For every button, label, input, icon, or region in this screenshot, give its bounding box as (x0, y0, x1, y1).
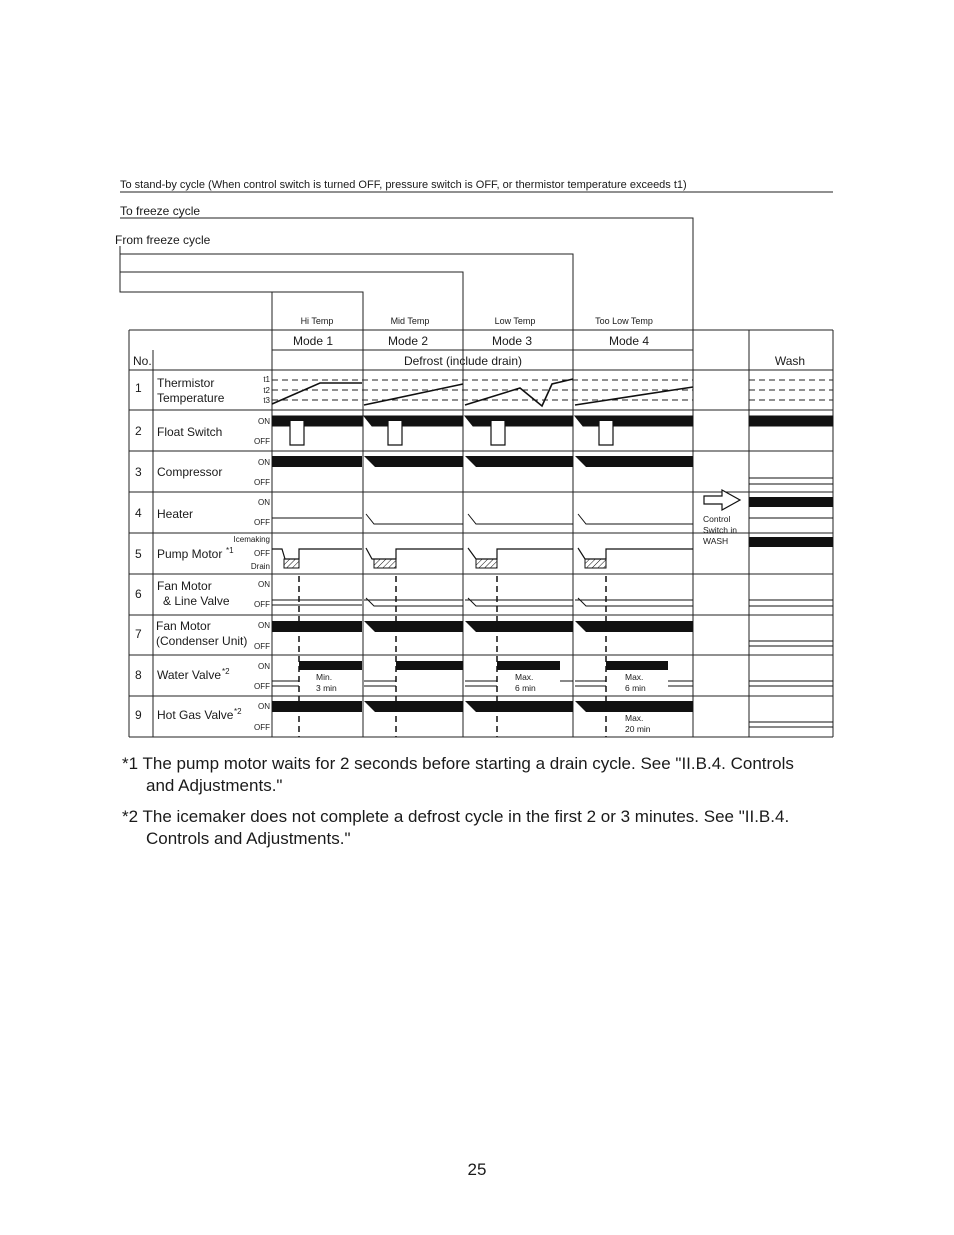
max6a-line2: 6 min (515, 683, 536, 693)
control-note-line1: Control (703, 514, 731, 524)
from-freeze-flow-label: From freeze cycle (115, 233, 211, 247)
hotgas-on-label: ON (258, 702, 270, 711)
standby-flow-label: To stand-by cycle (When control switch is turned OFF, pressure switch is OFF, or thermistor temperature exceeds t1) (120, 179, 687, 191)
pump-icemaking-label: Icemaking (233, 535, 270, 544)
t2-label: t2 (263, 386, 270, 395)
float-off-label: OFF (254, 437, 270, 446)
row-3-number: 3 (135, 465, 142, 479)
max6a-line1: Max. (515, 672, 534, 682)
float-on-label: ON (258, 417, 270, 426)
row-5-name: Pump Motor (157, 547, 223, 561)
row-8-number: 8 (135, 668, 142, 682)
footnote-2-text-line2: Controls and Adjustments." (146, 829, 351, 848)
max6b-line1: Max. (625, 672, 644, 682)
water-off-label: OFF (254, 682, 270, 691)
row-6-name: Fan Motor (157, 579, 212, 593)
row-7-number: 7 (135, 627, 142, 641)
condenser-off-label: OFF (254, 642, 270, 651)
footnote-2-text: The icemaker does not complete a defrost cycle in the first 2 or 3 minutes. See "II.B.4. (142, 807, 790, 826)
wash-header: Wash (774, 354, 806, 368)
row-2-number: 2 (135, 424, 142, 438)
row-9-footnote-mark: *2 (234, 707, 242, 716)
row-4-name: Heater (157, 507, 194, 521)
row-5-number: 5 (135, 547, 142, 561)
mode-1-header: Mode 1 (292, 334, 334, 348)
footnote-2 (122, 806, 882, 850)
footnote-1-text-line2: and Adjustments." (146, 776, 283, 795)
row-1-name-line2: Temperature (157, 391, 225, 405)
page-number: 25 (467, 1160, 487, 1179)
heater-on-label: ON (258, 498, 270, 507)
no-header: No. (133, 354, 152, 368)
row-5-footnote-mark: *1 (226, 546, 234, 555)
row-2-name: Float Switch (157, 425, 223, 439)
max6b-line2: 6 min (625, 683, 646, 693)
row-6-number: 6 (135, 587, 142, 601)
footnote-2-mark: *2 (122, 807, 139, 826)
condenser-on-label: ON (258, 621, 270, 630)
compressor-on-label: ON (258, 458, 270, 467)
mode-2-header: Mode 2 (387, 334, 429, 348)
row-8-footnote-mark: *2 (222, 667, 230, 676)
to-freeze-flow-label: To freeze cycle (120, 204, 201, 218)
pump-off-label: OFF (254, 549, 270, 558)
control-note-line2: Switch in (703, 525, 738, 535)
max20-line1: Max. (625, 713, 644, 723)
fan-off-label: OFF (254, 600, 270, 609)
water-on-label: ON (258, 662, 270, 671)
footnote-1-text: The pump motor waits for 2 seconds before starting a drain cycle. See "II.B.4. Controls (142, 754, 794, 773)
row-8-name: Water Valve (157, 668, 222, 682)
footnote-1-mark: *1 (122, 754, 139, 773)
pump-drain-label: Drain (250, 562, 270, 571)
row-7-name: Fan Motor (156, 619, 211, 633)
min3-line1: Min. (316, 672, 333, 682)
mode-4-header: Mode 4 (608, 334, 650, 348)
control-note-line3: WASH (703, 536, 729, 546)
footnote-1 (122, 753, 882, 797)
row-7-name-line2: (Condenser Unit) (156, 634, 248, 648)
row-6-name-line2: & Line Valve (163, 594, 230, 608)
temp-label-hi: Hi Temp (300, 316, 334, 326)
row-9-number: 9 (135, 708, 142, 722)
hotgas-off-label: OFF (254, 723, 270, 732)
heater-off-label: OFF (254, 518, 270, 527)
row-4-number: 4 (135, 506, 142, 520)
max20-line2: 20 min (625, 724, 651, 734)
min3-line2: 3 min (316, 683, 337, 693)
compressor-off-label: OFF (254, 478, 270, 487)
temp-label-low: Low Temp (494, 316, 536, 326)
mode-3-header: Mode 3 (491, 334, 533, 348)
temp-label-too-low: Too Low Temp (595, 316, 653, 326)
temp-label-mid: Mid Temp (390, 316, 430, 326)
row-1-number: 1 (135, 381, 142, 395)
row-3-name: Compressor (157, 465, 223, 479)
fan-on-label: ON (258, 580, 270, 589)
t1-label: t1 (263, 375, 270, 384)
defrost-header: Defrost (include drain) (403, 354, 523, 368)
row-9-name: Hot Gas Valve (157, 708, 234, 722)
row-1-name: Thermistor (157, 376, 215, 390)
t3-label: t3 (263, 396, 270, 405)
